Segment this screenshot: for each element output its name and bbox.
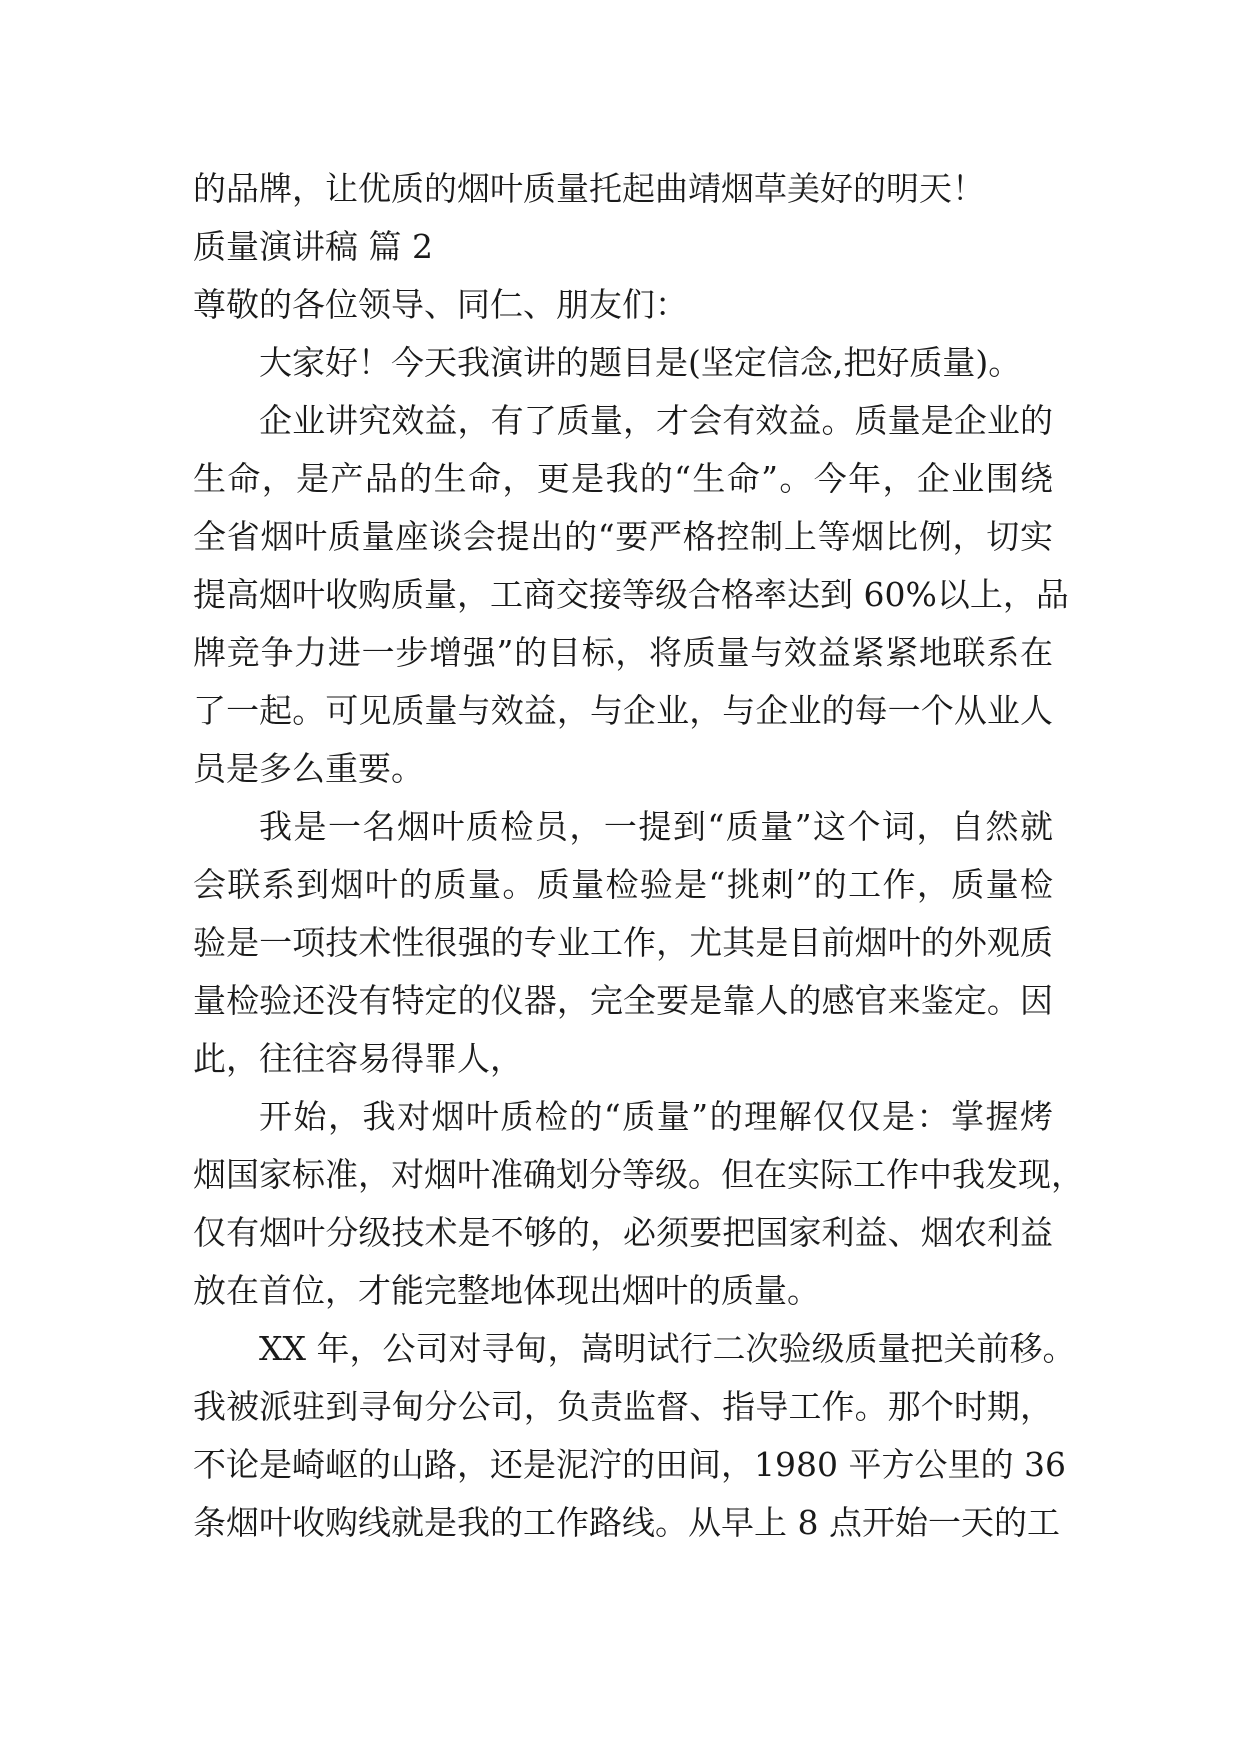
- text-line: 条烟叶收购线就是我的工作路线。从早上 8 点开始一天的工: [193, 1503, 1060, 1542]
- text-line: 此，往往容易得罪人，: [193, 1039, 523, 1078]
- text-line: 仅有烟叶分级技术是不够的，必须要把国家利益、烟农利益: [193, 1213, 1053, 1252]
- document-body: [193, 160, 1084, 1552]
- text-line: 大家好！今天我演讲的题目是(坚定信念,把好质量)。: [259, 343, 1022, 382]
- text-line: 放在首位，才能完整地体现出烟叶的质量。: [193, 1271, 820, 1310]
- text-line: 烟国家标准，对烟叶准确划分等级。但在实际工作中我发现，: [193, 1155, 1084, 1194]
- text-line: 员是多么重要。: [193, 749, 424, 788]
- text-line: 开始，我对烟叶质检的“质量”的理解仅仅是：掌握烤: [259, 1097, 1053, 1136]
- text-line: 不论是崎岖的山路，还是泥泞的田间，1980 平方公里的 36: [193, 1445, 1066, 1484]
- section-heading: 质量演讲稿 篇 2: [193, 227, 433, 266]
- text-line: 我是一名烟叶质检员，一提到“质量”这个词，自然就: [259, 807, 1053, 846]
- text-line: 验是一项技术性很强的专业工作，尤其是目前烟叶的外观质: [193, 923, 1053, 962]
- text-line: 了一起。可见质量与效益，与企业，与企业的每一个从业人: [193, 691, 1053, 730]
- text-line: 的品牌，让优质的烟叶质量托起曲靖烟草美好的明天！: [193, 169, 985, 208]
- text-line: 牌竞争力进一步增强”的目标，将质量与效益紧紧地联系在: [193, 633, 1053, 672]
- text-line: 生命，是产品的生命，更是我的“生命”。今年，企业围绕: [193, 459, 1053, 498]
- text-line: 量检验还没有特定的仪器，完全要是靠人的感官来鉴定。因: [193, 981, 1053, 1020]
- text-line: 提高烟叶收购质量，工商交接等级合格率达到 60%以上，品: [193, 575, 1069, 614]
- text-line: 会联系到烟叶的质量。质量检验是“挑刺”的工作，质量检: [193, 865, 1053, 904]
- text-line: 全省烟叶质量座谈会提出的“要严格控制上等烟比例，切实: [193, 517, 1053, 556]
- text-line: 企业讲究效益，有了质量，才会有效益。质量是企业的: [259, 401, 1053, 440]
- text-line: 我被派驻到寻甸分公司，负责监督、指导工作。那个时期，: [193, 1387, 1053, 1426]
- salutation: 尊敬的各位领导、同仁、朋友们：: [193, 285, 688, 324]
- text-line: XX 年，公司对寻甸，嵩明试行二次验级质量把关前移。: [259, 1329, 1076, 1368]
